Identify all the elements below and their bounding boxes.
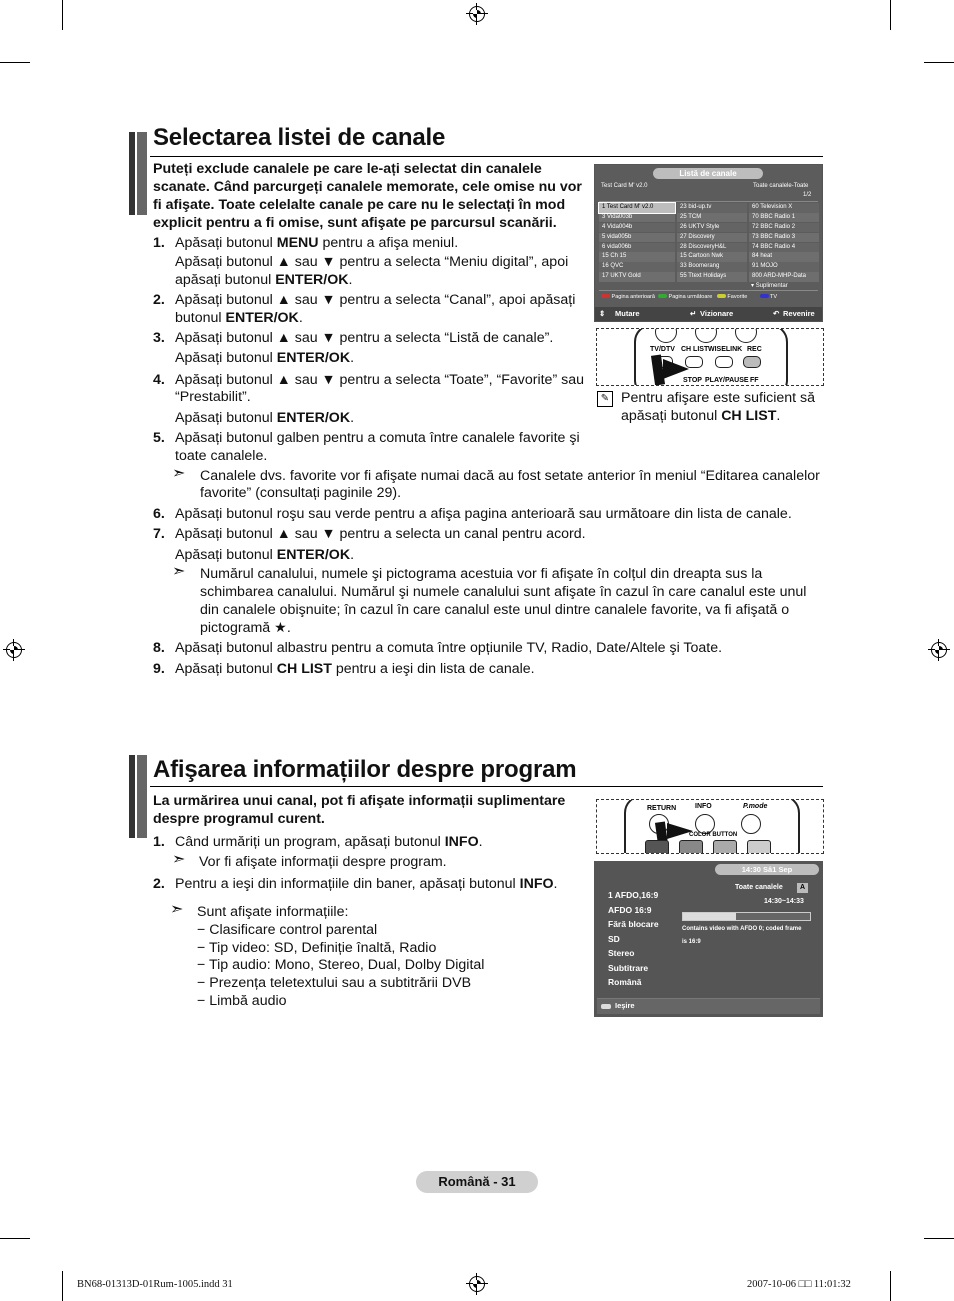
note-arrow-icon: ➣ bbox=[172, 851, 186, 868]
pointer-arrow-icon bbox=[663, 359, 689, 379]
info-line: Fără blocare bbox=[608, 919, 659, 929]
channel-item[interactable]: 3 Vida003b bbox=[599, 213, 675, 223]
info-line: Română bbox=[608, 977, 642, 987]
remote-illustration-chlist: TV/DTV CH LIST WISELINK REC STOP PLAY/PAUSE FF bbox=[596, 328, 824, 386]
info-line: Stereo bbox=[608, 948, 635, 958]
channel-item[interactable]: 70 BBC Radio 1 bbox=[749, 213, 819, 223]
note-pencil-icon: ✎ bbox=[597, 391, 613, 407]
channel-item[interactable]: 27 Discovery bbox=[677, 233, 747, 243]
channel-item[interactable]: 4 Vida004b bbox=[599, 223, 675, 233]
channel-column-3 bbox=[749, 203, 819, 282]
channel-item[interactable]: 800 ARD-MHP-Data bbox=[749, 272, 819, 282]
pointer-arrow-icon bbox=[667, 823, 693, 839]
move-icon: ⇕ bbox=[599, 309, 606, 318]
print-footer-date: 2007-10-06 □□ 11:01:32 bbox=[747, 1279, 851, 1290]
channel-item[interactable]: 28 DiscoveryH&L bbox=[677, 243, 747, 253]
page-number-label: Română - 31 bbox=[416, 1171, 538, 1193]
channel-item[interactable]: 60 Television X bbox=[749, 203, 819, 213]
enter-icon: ↵ bbox=[690, 309, 697, 318]
channel-item[interactable]: 6 vida006b bbox=[599, 243, 675, 253]
more-indicator: ▾ Suplimentar bbox=[751, 283, 788, 289]
registration-mark-top bbox=[466, 3, 488, 25]
channel-item[interactable]: 73 BBC Radio 3 bbox=[749, 233, 819, 243]
channel-item[interactable]: 5 vida005b bbox=[599, 233, 675, 243]
progress-fill bbox=[683, 913, 736, 920]
channel-list-title: Listă de canale bbox=[653, 168, 763, 179]
program-info-screen: 14:30 Sâ1 Sep 1 AFDO,16:9 AFDO 16:9 Fără blocare SD Stereo Subtitrare Română Toate canalele A 14:30~14:33 Contains video with AFDO 0; coded frame is 16:9 Ieşire bbox=[594, 861, 823, 1017]
channel-item[interactable]: 26 UKTV Style bbox=[677, 223, 747, 233]
return-icon: ↶ bbox=[773, 309, 780, 318]
channel-column-2 bbox=[677, 203, 747, 282]
exit-button-icon bbox=[601, 1004, 611, 1009]
note-arrow-icon: ➣ bbox=[170, 901, 184, 918]
registration-mark-right bbox=[928, 639, 950, 661]
nav-bar: ⇕ Mutare ↵ Vizionare ↶ Revenire bbox=[595, 307, 822, 321]
time-banner: 14:30 Sâ1 Sep bbox=[715, 864, 819, 875]
info-line: SD bbox=[608, 933, 620, 944]
step-1-line-1: Apăsați butonul MENU pentru a afişa meniul. bbox=[175, 235, 459, 251]
channel-item[interactable]: 1 Test Card M' v2.0 bbox=[599, 203, 675, 213]
channel-item[interactable]: 25 TCM bbox=[677, 213, 747, 223]
print-footer-file: BN68-01313D-01Rum-1005.indd 31 bbox=[77, 1279, 233, 1290]
registration-mark-left bbox=[3, 639, 25, 661]
channel-item[interactable]: 84 heat bbox=[749, 252, 819, 262]
channel-item[interactable]: 15 Ch 15 bbox=[599, 252, 675, 262]
channel-item[interactable]: 16 QVC bbox=[599, 262, 675, 272]
note-arrow-icon: ➣ bbox=[172, 465, 186, 482]
legend-bar: Pagina anterioară Pagina următoare Favorite TV bbox=[601, 294, 816, 300]
channel-item[interactable]: 74 BBC Radio 4 bbox=[749, 243, 819, 253]
channel-item[interactable]: 55 Ttext Holidays bbox=[677, 272, 747, 282]
section-title-channel-list: Selectarea listei de canale bbox=[153, 124, 446, 151]
logo-text: P.mode bbox=[743, 803, 768, 810]
info-line: Subtitrare bbox=[608, 962, 649, 973]
channel-item[interactable]: 33 Boomerang bbox=[677, 262, 747, 272]
info-line: 1 AFDO,16:9 bbox=[608, 890, 659, 900]
program-details bbox=[608, 888, 659, 990]
channel-item[interactable]: 91 MOJO bbox=[749, 262, 819, 272]
progress-bar bbox=[682, 912, 811, 921]
channel-item[interactable]: 15 Cartoon Nwk bbox=[677, 252, 747, 262]
note-arrow-icon: ➣ bbox=[172, 563, 186, 580]
channel-item[interactable]: 17 UKTV Gold bbox=[599, 272, 675, 282]
channel-column-1 bbox=[599, 203, 675, 282]
channel-item[interactable]: 72 BBC Radio 2 bbox=[749, 223, 819, 233]
channel-item[interactable]: 23 bid-up.tv bbox=[677, 203, 747, 213]
remote-illustration-info: RETURN INFO P.mode COLOR BUTTON bbox=[596, 799, 824, 854]
registration-mark-bottom bbox=[466, 1273, 488, 1295]
section-title-program-info: Afişarea informațiilor despre program bbox=[153, 756, 577, 783]
exit-bar: Ieşire bbox=[597, 998, 820, 1014]
channel-list-screen: Listă de canale Test Card M' v2.0 Toate canalele-Toate 1/2 1 Test Card M' v2.0 3 Vida003b 4 Vida004b 5 vida005b 6 vida006b 15 Ch 15 16 QVC 17 UKTV Gold 23 bid-up.tv 25 TCM 26 UKTV Style 27 Discovery 28 DiscoveryH&L 15 Cartoon Nwk 33 Boomerang 55 Ttext Holidays 60 Television X 70 BBC Radio 1 72 BBC Radio 2 73 BBC Radio 3 74 BBC Radio 4 84 heat 91 MOJO 800 ARD-MHP-Data ▾ Suplimentar Pagina anterioară Pagina următoare Favorite TV ⇕ Mutare ↵ Vizionare ↶ Revenire bbox=[594, 164, 823, 322]
lock-badge: A bbox=[797, 883, 808, 893]
info-line: AFDO 16:9 bbox=[608, 904, 652, 915]
